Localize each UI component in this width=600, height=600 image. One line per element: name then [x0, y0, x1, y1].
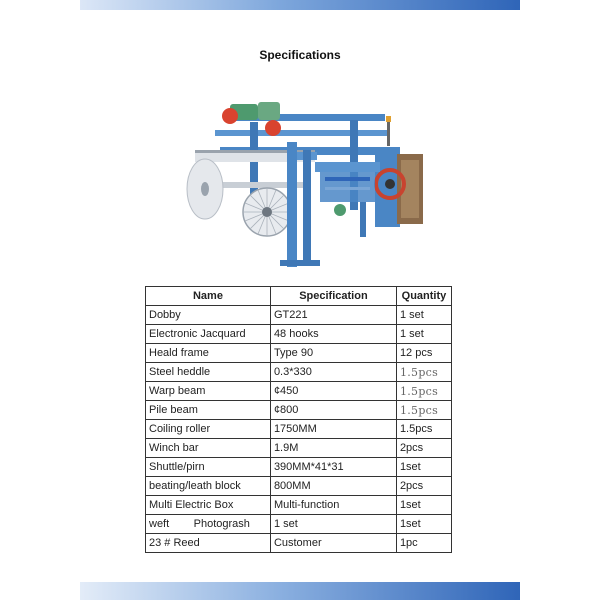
specifications-table: [145, 286, 452, 553]
cell-specification: 800MM: [270, 477, 396, 496]
cell-specification: 48 hooks: [270, 325, 396, 344]
cell-name: Electronic Jacquard: [146, 325, 271, 344]
cell-name: Pile beam: [146, 401, 271, 420]
table-row: [146, 325, 452, 344]
page-title: Specifications: [259, 48, 341, 62]
cell-quantity: 2pcs: [396, 477, 451, 496]
loom-machine-image: [175, 92, 425, 272]
cell-specification: ¢800: [270, 401, 396, 420]
cell-quantity: 1pc: [396, 534, 451, 553]
column-header-quantity: Quantity: [396, 287, 451, 306]
table-row: [146, 382, 452, 401]
table-row: [146, 515, 452, 534]
cell-quantity: 2pcs: [396, 439, 451, 458]
cell-specification: Customer: [270, 534, 396, 553]
cell-quantity: 1 set: [396, 306, 451, 325]
cell-quantity: 1set: [396, 458, 451, 477]
cell-name: Multi Electric Box: [146, 496, 271, 515]
cell-specification: 1750MM: [270, 420, 396, 439]
cell-name: Dobby: [146, 306, 271, 325]
cell-name: Steel heddle: [146, 363, 271, 382]
cell-specification: ¢450: [270, 382, 396, 401]
cell-name: beating/leath block: [146, 477, 271, 496]
cell-quantity: 1set: [396, 496, 451, 515]
cell-specification: 0.3*330: [270, 363, 396, 382]
cell-specification: 1 set: [270, 515, 396, 534]
table-row: [146, 534, 452, 553]
table-row: [146, 496, 452, 515]
cell-quantity: 1.5pcs: [396, 382, 451, 401]
table-row: [146, 363, 452, 382]
table-row: [146, 420, 452, 439]
cell-quantity: 1.5pcs: [396, 363, 451, 382]
table-row: [146, 477, 452, 496]
cell-name: 23 # Reed: [146, 534, 271, 553]
cell-specification: GT221: [270, 306, 396, 325]
cell-quantity: 1set: [396, 515, 451, 534]
cell-specification: 390MM*41*31: [270, 458, 396, 477]
table-row: [146, 306, 452, 325]
cell-specification: Type 90: [270, 344, 396, 363]
cell-specification: 1.9M: [270, 439, 396, 458]
cell-name: weft Photogrash: [146, 515, 271, 534]
column-header-specification: Specification: [270, 287, 396, 306]
top-decorative-bar: [80, 0, 520, 10]
cell-name: Shuttle/pirn: [146, 458, 271, 477]
cell-quantity: 1.5pcs: [396, 401, 451, 420]
cell-name: Winch bar: [146, 439, 271, 458]
table-row: [146, 344, 452, 363]
cell-name: Warp beam: [146, 382, 271, 401]
bottom-decorative-bar: [80, 582, 520, 600]
cell-quantity: 12 pcs: [396, 344, 451, 363]
table-header-row: [146, 287, 452, 306]
cell-name: Heald frame: [146, 344, 271, 363]
table-row: [146, 458, 452, 477]
cell-specification: Multi-function: [270, 496, 396, 515]
column-header-name: Name: [146, 287, 271, 306]
cell-quantity: 1.5pcs: [396, 420, 451, 439]
cell-quantity: 1 set: [396, 325, 451, 344]
table-row: [146, 401, 452, 420]
cell-name: Coiling roller: [146, 420, 271, 439]
table-row: [146, 439, 452, 458]
